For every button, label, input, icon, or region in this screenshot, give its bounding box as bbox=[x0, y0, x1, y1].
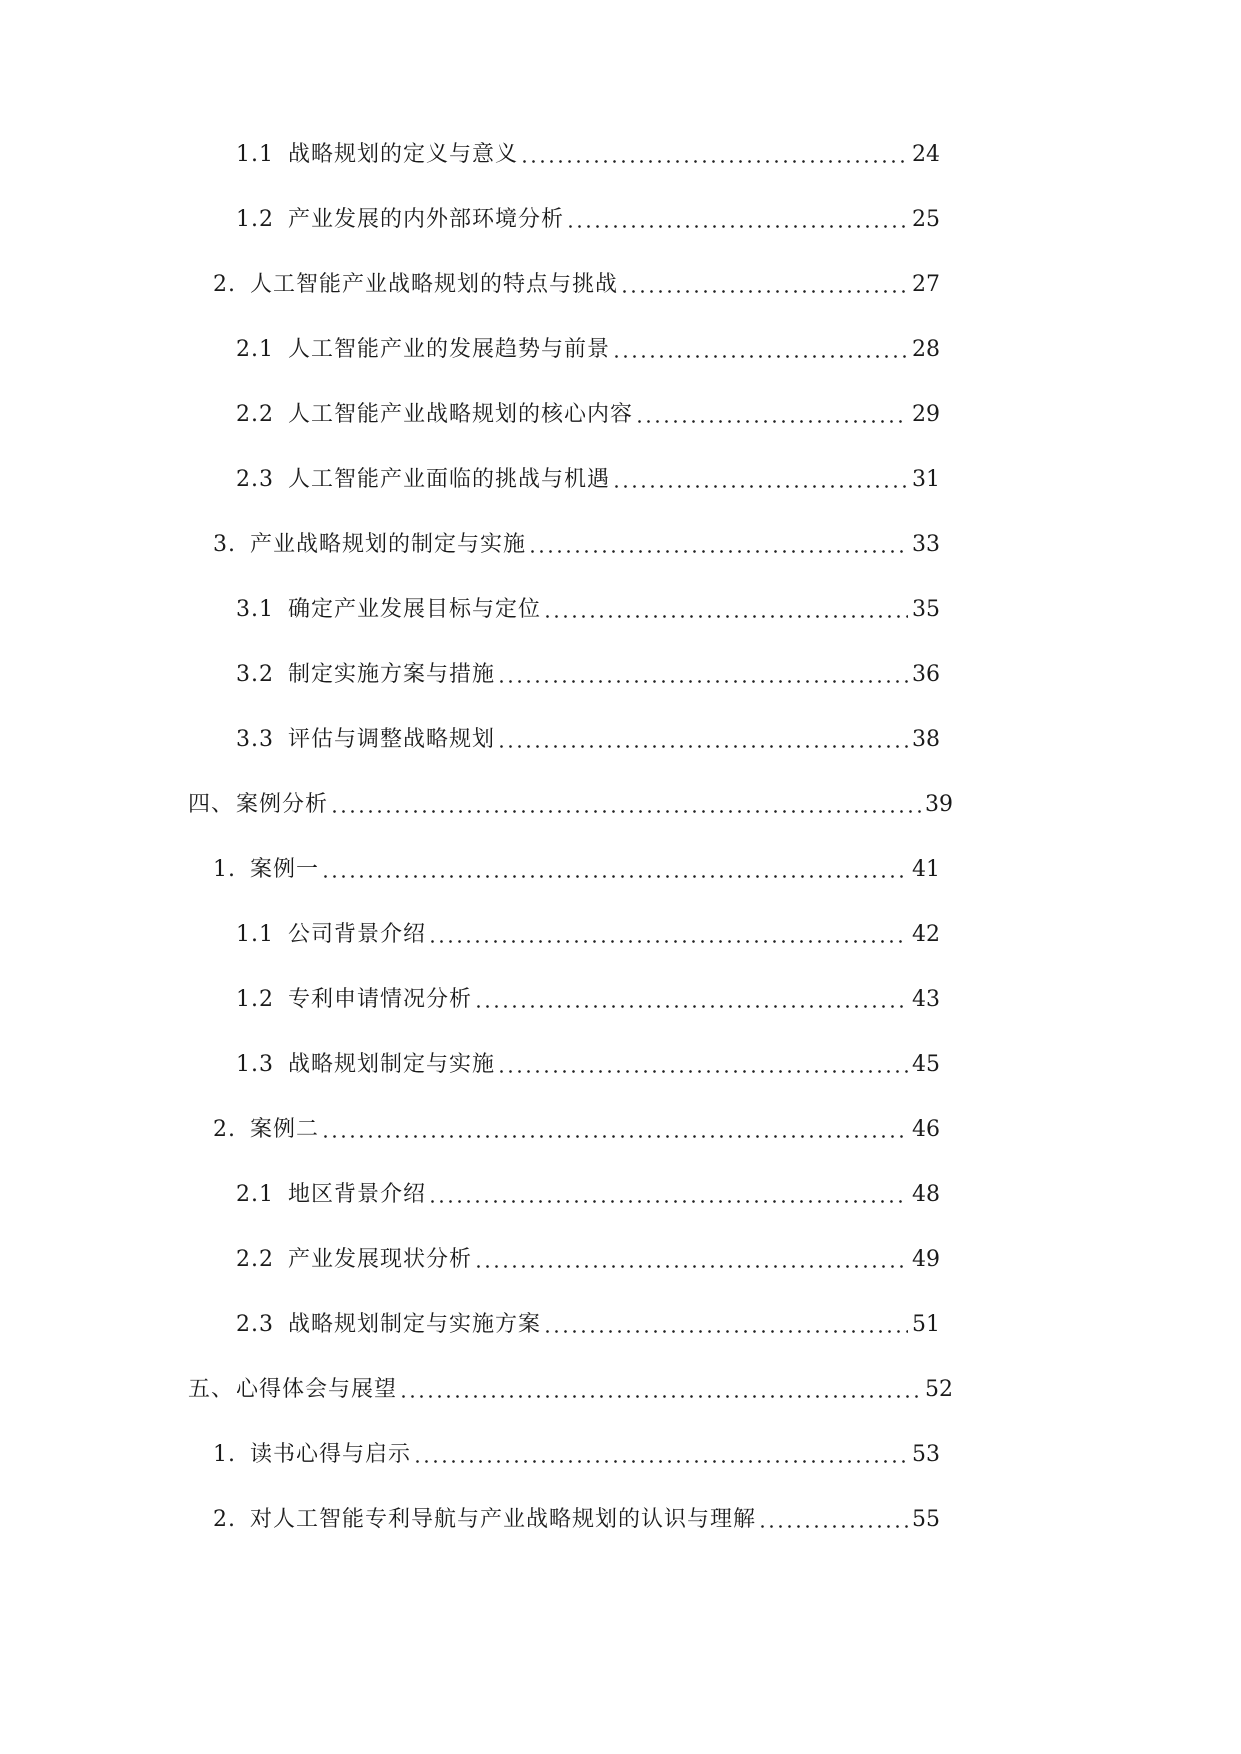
toc-entry-title: 确定产业发展目标与定位 bbox=[288, 597, 542, 622]
toc-entry[interactable] bbox=[0, 723, 1241, 788]
toc-entry[interactable] bbox=[0, 1048, 1241, 1113]
toc-entry-title: 产业战略规划的制定与实施 bbox=[250, 532, 527, 557]
toc-entry-title: 案例分析 bbox=[236, 792, 329, 817]
toc-entry-line bbox=[236, 1308, 940, 1342]
toc-entry-title: 战略规划的定义与意义 bbox=[288, 142, 519, 167]
toc-entry[interactable] bbox=[0, 593, 1241, 658]
toc-entry-number: 3.1 bbox=[236, 597, 274, 622]
toc-entry-title: 战略规划制定与实施方案 bbox=[288, 1312, 542, 1337]
toc-entry[interactable] bbox=[0, 853, 1241, 918]
toc-entry-title: 人工智能产业战略规划的特点与挑战 bbox=[250, 272, 619, 297]
toc-entry-title: 制定实施方案与措施 bbox=[288, 662, 496, 687]
toc-entry-line bbox=[213, 1438, 940, 1472]
toc-dot-leader bbox=[474, 1002, 908, 1011]
toc-entry-number: 1. bbox=[213, 1442, 236, 1467]
toc-dot-leader bbox=[758, 1522, 908, 1531]
toc-entry[interactable] bbox=[0, 268, 1241, 333]
toc-entry[interactable] bbox=[0, 398, 1241, 463]
toc-entry-title: 公司背景介绍 bbox=[288, 922, 427, 947]
toc-entry-line bbox=[236, 1243, 940, 1277]
toc-entry-number: 2. bbox=[213, 1507, 236, 1532]
toc-entry-title: 读书心得与启示 bbox=[250, 1442, 412, 1467]
toc-entry[interactable] bbox=[0, 918, 1241, 983]
toc-page-number: 33 bbox=[912, 532, 940, 557]
toc-entry-number: 2. bbox=[213, 1117, 236, 1142]
toc-entry-line bbox=[236, 983, 940, 1017]
toc-dot-leader bbox=[497, 677, 908, 686]
toc-entry-number: 五、 bbox=[188, 1377, 235, 1402]
toc-dot-leader bbox=[543, 1327, 908, 1336]
toc-page-number: 28 bbox=[912, 337, 940, 362]
toc-entry-number: 2.1 bbox=[236, 337, 274, 362]
toc-dot-leader bbox=[321, 1132, 908, 1141]
toc-entry-line bbox=[236, 203, 940, 237]
toc-entry-line bbox=[213, 1503, 940, 1537]
toc-entry-line bbox=[236, 138, 940, 172]
toc-dot-leader bbox=[428, 937, 908, 946]
toc-entry-title: 对人工智能专利导航与产业战略规划的认识与理解 bbox=[250, 1507, 757, 1532]
toc-dot-leader bbox=[635, 417, 908, 426]
toc-page-number: 31 bbox=[912, 467, 940, 492]
toc-entry-number: 2. bbox=[213, 272, 236, 297]
toc-entry-title: 产业发展现状分析 bbox=[288, 1247, 473, 1272]
toc-entry-line bbox=[188, 788, 953, 822]
toc-entry-number: 3. bbox=[213, 532, 236, 557]
toc-entry[interactable] bbox=[0, 788, 1241, 853]
toc-dot-leader bbox=[330, 807, 921, 816]
toc-entry-number: 2.3 bbox=[236, 467, 274, 492]
toc-entry[interactable] bbox=[0, 1373, 1241, 1438]
toc-page-number: 41 bbox=[912, 857, 940, 882]
toc-dot-leader bbox=[520, 157, 908, 166]
toc-dot-leader bbox=[413, 1457, 908, 1466]
toc-dot-leader bbox=[612, 352, 908, 361]
toc-entry[interactable] bbox=[0, 203, 1241, 268]
toc-dot-leader bbox=[497, 742, 908, 751]
toc-entry-title: 案例二 bbox=[250, 1117, 320, 1142]
toc-page-number: 39 bbox=[925, 792, 953, 817]
toc-page-number: 53 bbox=[912, 1442, 940, 1467]
toc-entry[interactable] bbox=[0, 1113, 1241, 1178]
toc-dot-leader bbox=[620, 287, 908, 296]
toc-entry-number: 1.2 bbox=[236, 987, 274, 1012]
toc-entry-number: 3.2 bbox=[236, 662, 274, 687]
toc-page-number: 51 bbox=[912, 1312, 940, 1337]
toc-entry-title: 人工智能产业战略规划的核心内容 bbox=[288, 402, 634, 427]
toc-entry[interactable] bbox=[0, 333, 1241, 398]
toc-entry-line bbox=[213, 528, 940, 562]
toc-entry[interactable] bbox=[0, 528, 1241, 593]
toc-entry-title: 人工智能产业面临的挑战与机遇 bbox=[288, 467, 611, 492]
toc-entry-title: 心得体会与展望 bbox=[236, 1377, 398, 1402]
toc-entry[interactable] bbox=[0, 983, 1241, 1048]
toc-dot-leader bbox=[497, 1067, 908, 1076]
toc-dot-leader bbox=[321, 872, 908, 881]
toc-page-number: 46 bbox=[912, 1117, 940, 1142]
toc-page-number: 52 bbox=[925, 1377, 953, 1402]
toc-page-number: 43 bbox=[912, 987, 940, 1012]
toc-page-number: 35 bbox=[912, 597, 940, 622]
toc-entry[interactable] bbox=[0, 658, 1241, 723]
toc-entry-line bbox=[213, 1113, 940, 1147]
toc-entry-number: 3.3 bbox=[236, 727, 274, 752]
toc-entry[interactable] bbox=[0, 138, 1241, 203]
toc-dot-leader bbox=[612, 482, 908, 491]
toc-entry-number: 1.2 bbox=[236, 207, 274, 232]
toc-entry[interactable] bbox=[0, 1308, 1241, 1373]
toc-page-number: 24 bbox=[912, 142, 940, 167]
toc-entry-line bbox=[236, 398, 940, 432]
toc-entry-line bbox=[236, 333, 940, 367]
toc-page-number: 48 bbox=[912, 1182, 940, 1207]
toc-entry-title: 专利申请情况分析 bbox=[288, 987, 473, 1012]
toc-entry-number: 2.3 bbox=[236, 1312, 274, 1337]
toc-dot-leader bbox=[428, 1197, 908, 1206]
toc-entry-number: 四、 bbox=[188, 792, 235, 817]
toc-entry-title: 评估与调整战略规划 bbox=[288, 727, 496, 752]
toc-entry-line bbox=[236, 658, 940, 692]
toc-dot-leader bbox=[566, 222, 908, 231]
toc-entry-number: 2.2 bbox=[236, 1247, 274, 1272]
toc-entry-number: 1.1 bbox=[236, 142, 274, 167]
toc-page-number: 49 bbox=[912, 1247, 940, 1272]
toc-entry-title: 地区背景介绍 bbox=[288, 1182, 427, 1207]
toc-entry-line bbox=[236, 918, 940, 952]
toc-entry-line bbox=[213, 853, 940, 887]
toc-entry[interactable] bbox=[0, 463, 1241, 528]
toc-page-number: 55 bbox=[912, 1507, 940, 1532]
toc-entry-number: 1.1 bbox=[236, 922, 274, 947]
toc-entry[interactable] bbox=[0, 1438, 1241, 1503]
toc-entry[interactable] bbox=[0, 1243, 1241, 1308]
toc-dot-leader bbox=[474, 1262, 908, 1271]
toc-dot-leader bbox=[528, 547, 908, 556]
toc-entry-title: 产业发展的内外部环境分析 bbox=[288, 207, 565, 232]
toc-entry-line bbox=[236, 593, 940, 627]
toc-entry-number: 1. bbox=[213, 857, 236, 882]
toc-page-number: 45 bbox=[912, 1052, 940, 1077]
toc-entry-line bbox=[236, 463, 940, 497]
toc-entry-title: 人工智能产业的发展趋势与前景 bbox=[288, 337, 611, 362]
toc-page-number: 29 bbox=[912, 402, 940, 427]
toc-entry-line bbox=[213, 268, 940, 302]
toc-entry-number: 2.1 bbox=[236, 1182, 274, 1207]
toc-entry-number: 1.3 bbox=[236, 1052, 274, 1077]
toc-entry-number: 2.2 bbox=[236, 402, 274, 427]
toc-page-number: 25 bbox=[912, 207, 940, 232]
toc-page-number: 36 bbox=[912, 662, 940, 687]
toc-entry-line bbox=[188, 1373, 953, 1407]
toc-entry-line bbox=[236, 1178, 940, 1212]
toc-entry-line bbox=[236, 1048, 940, 1082]
toc-dot-leader bbox=[399, 1392, 921, 1401]
toc-entry[interactable] bbox=[0, 1503, 1241, 1568]
toc-entry-title: 案例一 bbox=[250, 857, 320, 882]
toc-page-number: 42 bbox=[912, 922, 940, 947]
table-of-contents bbox=[0, 138, 1241, 1568]
toc-entry-line bbox=[236, 723, 940, 757]
toc-entry-title: 战略规划制定与实施 bbox=[288, 1052, 496, 1077]
toc-entry[interactable] bbox=[0, 1178, 1241, 1243]
toc-page-number: 27 bbox=[912, 272, 940, 297]
toc-dot-leader bbox=[543, 612, 908, 621]
toc-page-number: 38 bbox=[912, 727, 940, 752]
